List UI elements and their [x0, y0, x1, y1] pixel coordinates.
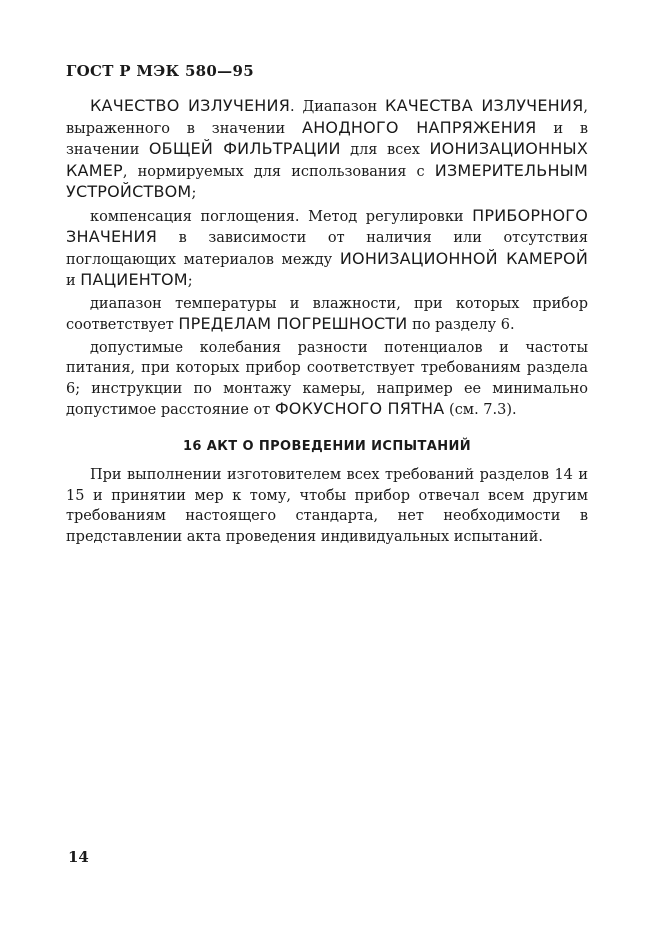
term: АНОДНОГО НАПРЯЖЕНИЯ — [302, 117, 537, 137]
term: ПРИБОРНОГО ЗНАЧЕНИЯ — [66, 205, 588, 246]
paragraph-temperature-humidity: диапазон температуры и влажности, при которых прибор соответствует ПРЕДЕЛАМ ПОГРЕШНОСТИ по разделу 6. — [66, 295, 588, 333]
page-number: 14 — [68, 848, 89, 866]
term: КАЧЕСТВО ИЗЛУЧЕНИЯ — [90, 96, 291, 115]
term: ИОНИЗАЦИОННОЙ КАМЕРОЙ — [339, 248, 588, 268]
document-header: ГОСТ Р МЭК 580—95 — [66, 62, 254, 80]
term: ИЗМЕРИТЕЛЬНЫМ УСТРОЙСТВОМ — [66, 160, 588, 201]
paragraph-absorption-compensation: компенсация поглощения. Метод регулировки ПРИБОРНОГО ЗНАЧЕНИЯ в зависимости от наличия или отсутствия поглощающих материалов между ИОНИЗАЦИОННОЙ КАМЕРОЙ и ПАЦИЕНТОМ; — [66, 205, 588, 289]
term: КАЧЕСТВА ИЗЛУЧЕНИЯ — [385, 96, 584, 115]
section-title: 16 АКТ О ПРОВЕДЕНИИ ИСПЫТАНИЙ — [182, 438, 472, 454]
paragraph-radiation-quality: КАЧЕСТВО ИЗЛУЧЕНИЯ. Диапазон КАЧЕСТВА ИЗЛУЧЕНИЯ, выраженного в значении АНОДНОГО НАПРЯЖЕНИЯ и в значении ОБЩЕЙ ФИЛЬТРАЦИИ для всех ИОНИЗАЦИОННЫХ КАМЕР, нормируемых для использования с ИЗМЕРИТЕЛЬНЫМ УСТРОЙСТВОМ; — [66, 96, 589, 201]
section-paragraph: При выполнении изготовителем всех требований разделов 14 и 15 и принятии мер к тому, чтобы прибор отвечал всем другим требованиям настоящего стандарта, нет необходимости в представлении акта проведения индивидуальных испытаний. — [66, 467, 588, 545]
term: ФОКУСНОГО ПЯТНА — [274, 399, 445, 418]
term: ПАЦИЕНТОМ — [80, 270, 188, 289]
paragraph-power-variation: допустимые колебания разности потенциалов и частоты питания, при которых прибор соответствует требованиям раздела 6; инструкции по монтажу камеры, например ее минимально допустимое расстояние от ФОКУСНОГО ПЯТНА (см. 7.3). — [66, 339, 588, 418]
term: ОБЩЕЙ ФИЛЬТРАЦИИ — [148, 139, 341, 158]
term: ПРЕДЕЛАМ ПОГРЕШНОСТИ — [178, 314, 408, 333]
document-body — [66, 96, 588, 549]
term: ИОНИЗАЦИОННЫХ КАМЕР — [66, 139, 588, 180]
